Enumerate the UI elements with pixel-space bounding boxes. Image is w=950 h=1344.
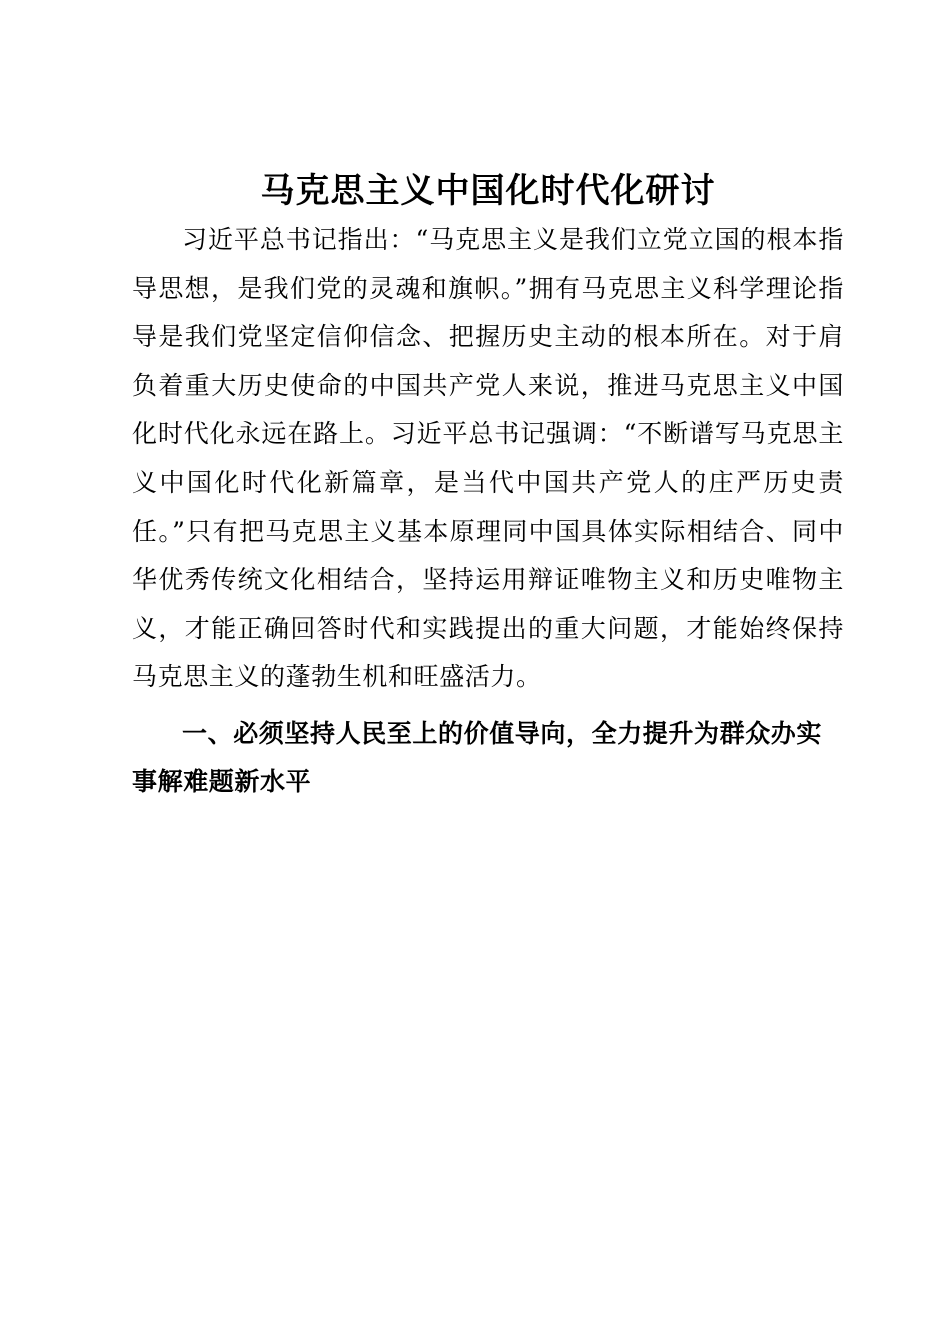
section-heading: 一、必须坚持人民至上的价值导向，全力提升为群众办实事解难题新水平	[132, 718, 823, 796]
document-body	[132, 166, 844, 806]
body-paragraph: 习近平总书记指出：“马克思主义是我们立党立国的根本指导思想，是我们党的灵魂和旗帜。”拥有马克思主义科学理论指导是我们党坚定信仰信念、把握历史主动的根本所在。对于肩负着重大历史使命的中国共产党人来说，推进马克思主义中国化时代化永远在路上。习近平总书记强调：“不断谱写马克思主义中国化时代化新篇章，是当代中国共产党人的庄严历史责任。”只有把马克思主义基本原理同中国具体实际相结合、同中华优秀传统文化相结合，坚持运用辩证唯物主义和历史唯物主义，才能正确回答时代和实践提出的重大问题，才能始终保持马克思主义的蓬勃生机和旺盛活力。	[132, 225, 844, 692]
document-title: 马克思主义中国化时代化研讨	[260, 171, 716, 211]
